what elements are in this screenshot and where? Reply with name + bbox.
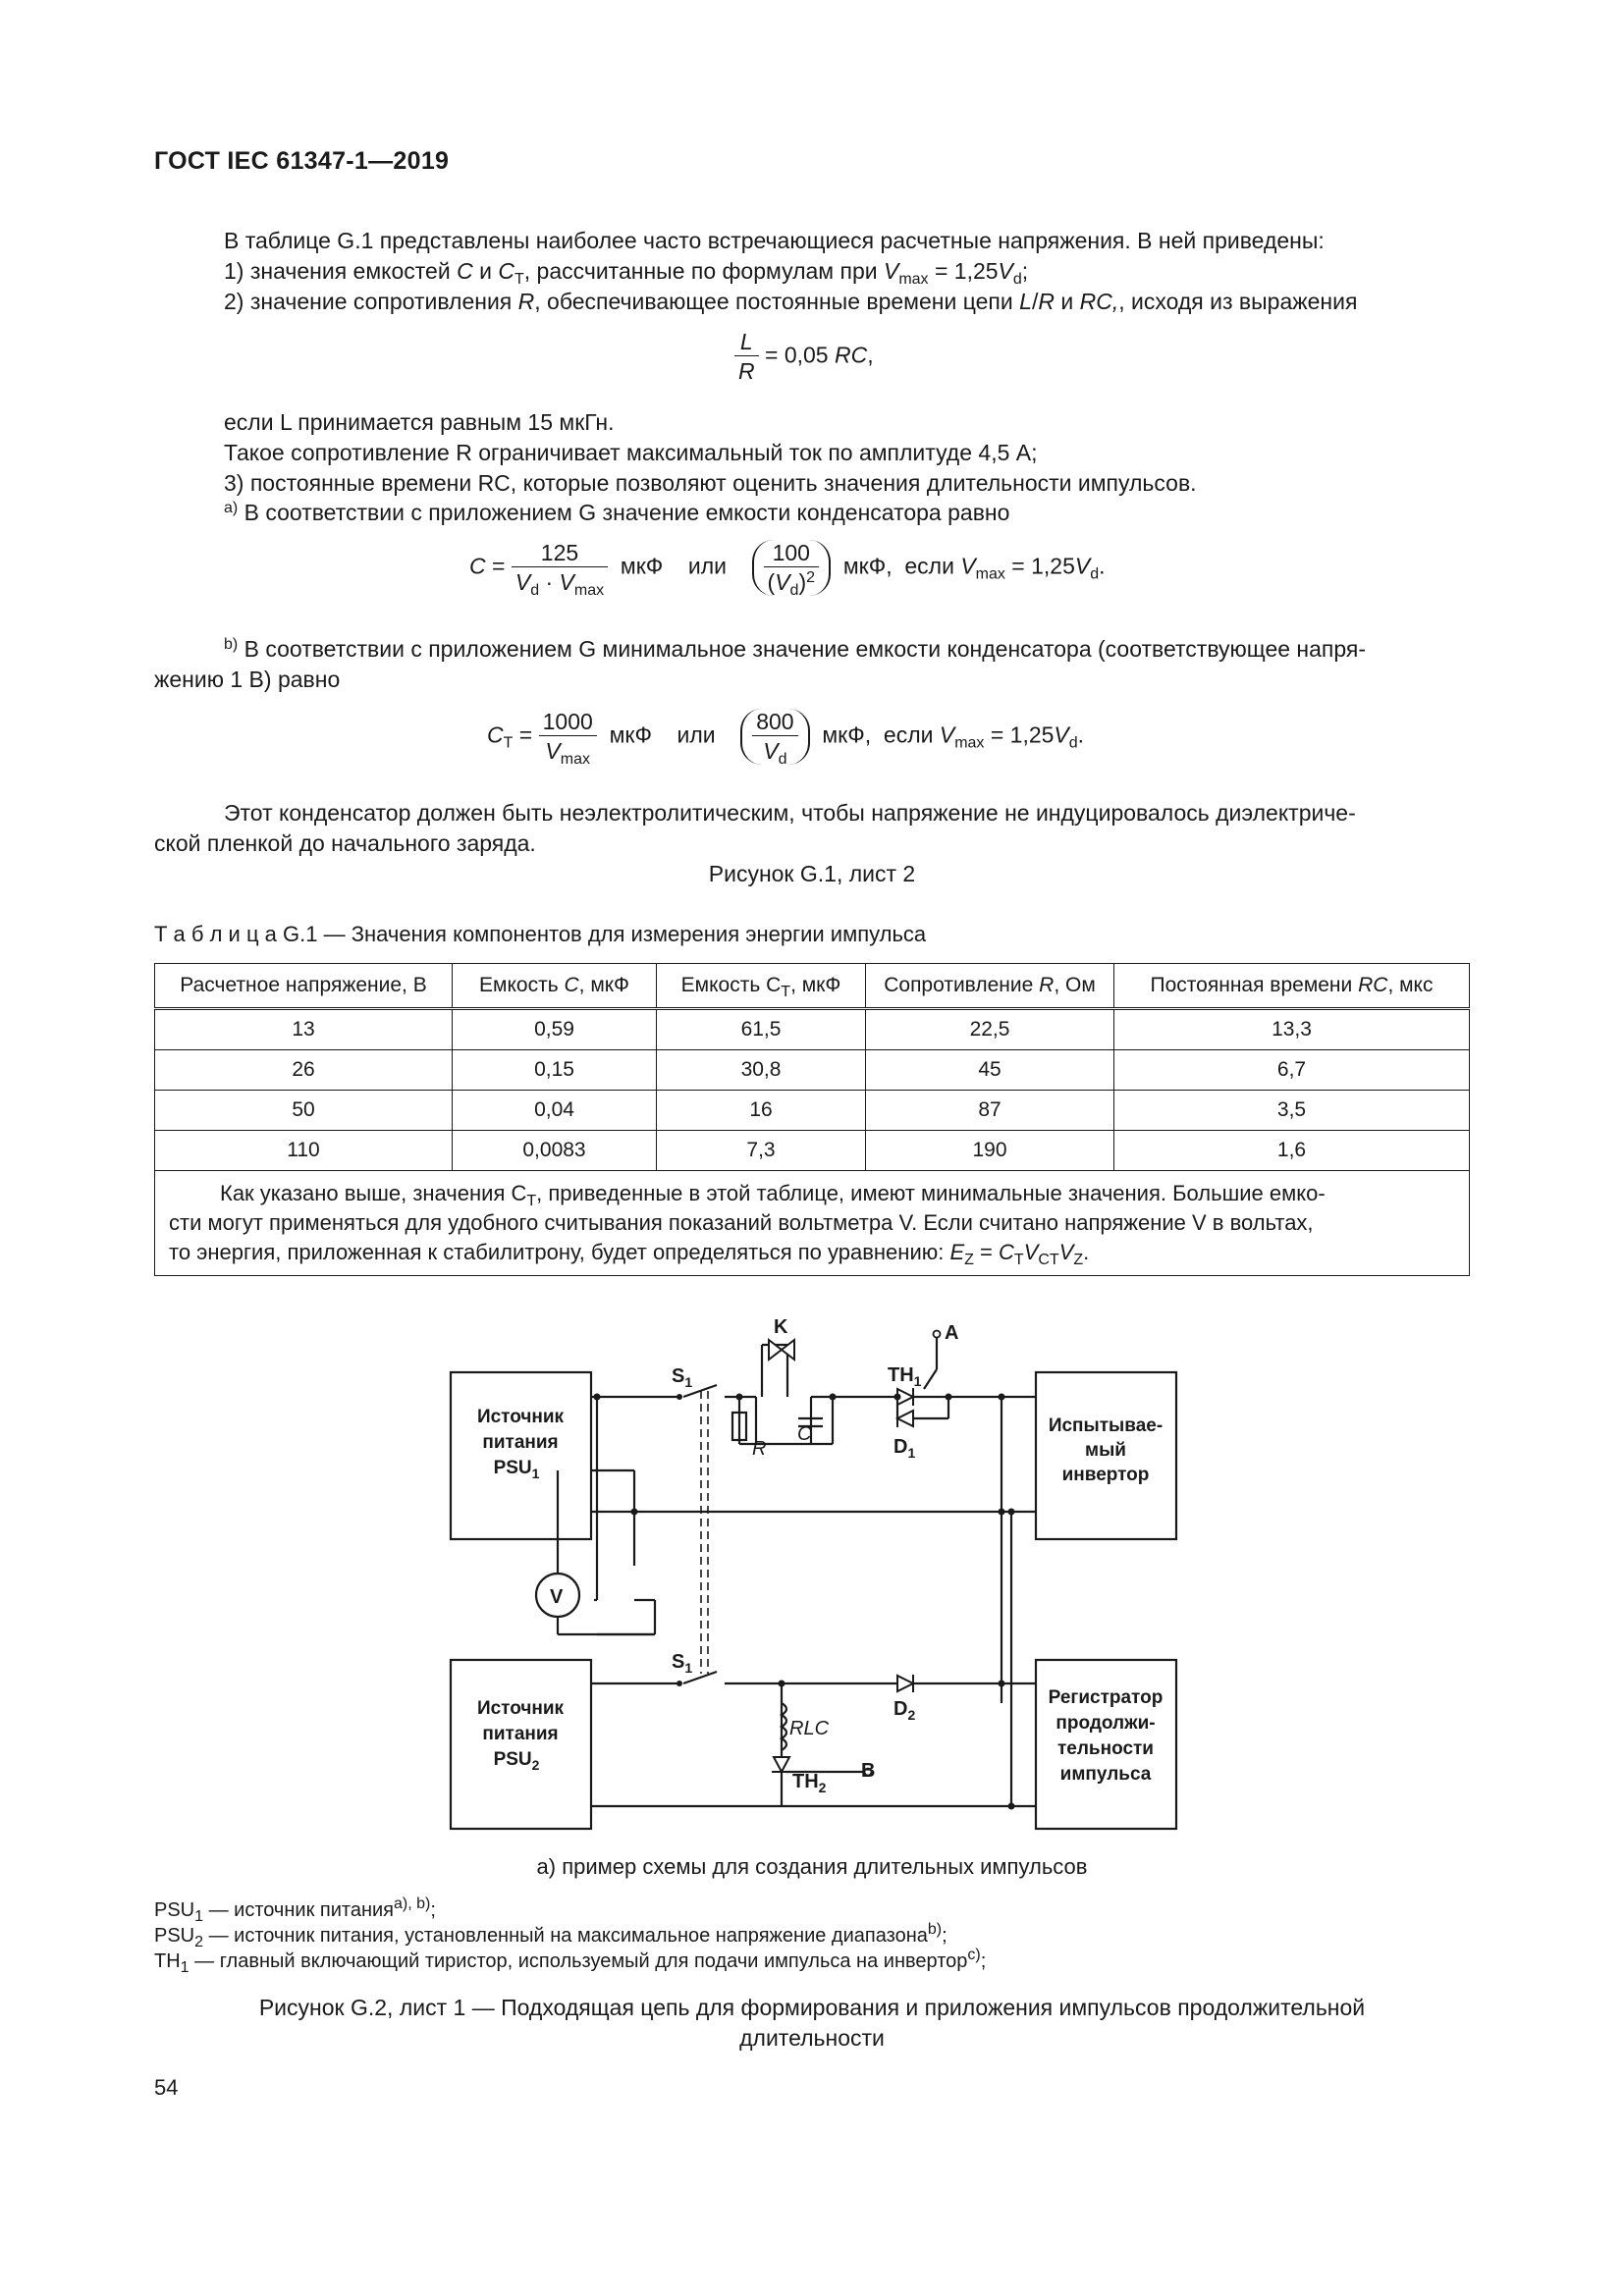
formula-c: C = $\frac{125}{V_d \cdot V_{max}}$ мкФ или $\frac{100}{(V_d)^2}$ мкФ, если $V_{max} = 1,25V_d$. (469, 540, 1106, 599)
list-item-2: 2) значение сопротивления R, обеспечивающее постоянные времени цепи L/R и RC,, исходя из выражения (224, 289, 1358, 314)
psu1-box (451, 1372, 591, 1539)
equation-lr: $\frac{L}{R}$ = 0,05 RC, (734, 329, 874, 385)
table-cell: 190 (866, 1131, 1114, 1171)
recorder-label-line3: тельности (1056, 1738, 1155, 1759)
psu1-label-line2: питания (482, 1432, 559, 1453)
table-cell: 13 (155, 1009, 453, 1050)
table-cell: 13,3 (1114, 1009, 1470, 1050)
formula-ct: $C_T$ = $\frac{1000}{V_{max}}$ мкФ или $\frac{800}{V_d}$ мкФ, если $V_{max} = 1,25V_d$. (487, 709, 1085, 768)
terminal-a-label: A (945, 1322, 959, 1344)
table-row (155, 1091, 1470, 1131)
inverter-label-line2: мый (1085, 1440, 1126, 1461)
paragraph-capacitor: Этот конденсатор должен быть неэлектролитическим, чтобы напряжение не индуцировалось диэлектриче- (224, 800, 1356, 826)
table-cell: 87 (866, 1091, 1114, 1131)
table-cell: 7,3 (657, 1131, 866, 1171)
table-cell: 1,6 (1114, 1131, 1470, 1171)
table-cell: 22,5 (866, 1009, 1114, 1050)
psu1-label-line3: $PSU_1$ (493, 1458, 540, 1481)
capacitor-c-label: C (797, 1423, 812, 1445)
recorder-label-line1: Регистратор (1048, 1687, 1164, 1708)
psu2-box (451, 1660, 591, 1829)
switch-s1-bottom-label: $S_1$ (672, 1651, 693, 1676)
table-cell: 3,5 (1114, 1091, 1470, 1131)
intro-paragraph: В таблице G.1 представлены наиболее часто встречающиеся расчетные напряжения. В ней приведены: (224, 228, 1325, 253)
table-cell: 0,04 (453, 1091, 657, 1131)
col-header-resistance: Сопротивление R, Ом (866, 964, 1114, 1009)
terminal-b-label: B (861, 1760, 876, 1782)
paragraph-l-value: если L принимается равным 15 мкГн. (224, 409, 615, 435)
inverter-label-line3: инвертор (1061, 1465, 1150, 1485)
col-header-capacity-c: Емкость C, мкФ (453, 964, 657, 1009)
table-note: Как указано выше, значения $C_T$, приведенные в этой таблице, имеют минимальные значения. Большие емко- сти могут применяться для удобного считывания показаний вольтметра V. Если считано напряжение V в вольтах, то энергия, приложенная к стабилитрону, будет определяться по уравнению: $E_Z = C_TV_{CT}V_Z$. (155, 1171, 1470, 1276)
switch-k-label: K (774, 1316, 788, 1338)
switch-s1-top-label: $S_1$ (672, 1365, 693, 1390)
table-cell: 16 (657, 1091, 866, 1131)
note-a: $^{a)}$ В соответствии с приложением G значение емкости конденсатора равно (224, 500, 1010, 525)
legend-item: $TH_1$ — главный включающий тиристор, используемый для подачи импульса на инвертор$^{c)}$; (154, 1947, 987, 1976)
psu1-label-line1: Источник (476, 1407, 565, 1427)
recorder-label-line4: импульса (1059, 1764, 1152, 1785)
col-header-time: Постоянная времени RC, мкс (1114, 964, 1470, 1009)
table-g1 (154, 963, 1470, 1276)
col-header-voltage: Расчетное напряжение, В (155, 964, 453, 1009)
table-cell: 0,15 (453, 1050, 657, 1091)
voltmeter-label: V (550, 1586, 564, 1608)
table-row (155, 1131, 1470, 1171)
col-header-capacity-ct: Емкость $C_T$, мкФ (657, 964, 866, 1009)
paragraph-capacitor-cont: ской пленкой до начального заряда. (154, 830, 536, 856)
table-cell: 61,5 (657, 1009, 866, 1050)
list-item-3: 3) постоянные времени RC, которые позволяют оценить значения длительности импульсов. (224, 470, 1197, 496)
d2-label: $D_2$ (893, 1698, 916, 1723)
psu2-label-line3: $PSU_2$ (493, 1749, 540, 1773)
table-cell: 0,0083 (453, 1131, 657, 1171)
psu2-label-line1: Источник (476, 1698, 565, 1719)
diagram-caption: а) пример схемы для создания длительных импульсов (536, 1854, 1088, 1879)
table-cell: 6,7 (1114, 1050, 1470, 1091)
circuit-diagram (432, 1310, 1198, 1860)
table-cell: 110 (155, 1131, 453, 1171)
legend-item: $PSU_1$ — источник питания$^{a), b)}$; (154, 1896, 436, 1925)
figure-g2-caption: Рисунок G.2, лист 1 — Подходящая цепь для формирования и приложения импульсов продолжительной длительности (258, 1995, 1366, 2051)
d1-label: $D_1$ (893, 1436, 916, 1461)
note-b-cont: жению 1 В) равно (154, 667, 341, 692)
inverter-label-line1: Испытывае- (1048, 1415, 1164, 1436)
note-b: $^{b)}$ В соответствии с приложением G минимальное значение емкости конденсатора (соответствующее напря- (224, 636, 1367, 662)
table-cell: 45 (866, 1050, 1114, 1091)
table-cell: 0,59 (453, 1009, 657, 1050)
page-number: 54 (154, 2075, 179, 2100)
table-cell: 26 (155, 1050, 453, 1091)
list-item-1: 1) значения емкостей C и $C_T$, рассчитанные по формулам при $V_{max} = 1,25V_d$; (224, 258, 1029, 288)
legend (154, 1897, 986, 1974)
resistor-r-label: R (752, 1438, 767, 1460)
table-title: Т а б л и ц а G.1 — Значения компонентов для измерения энергии импульса (154, 922, 927, 946)
table-row (155, 1050, 1470, 1091)
th2-label: $TH_2$ (792, 1771, 827, 1795)
th1-label: $TH_1$ (888, 1364, 922, 1389)
table-header-row (155, 964, 1470, 1009)
legend-item: $PSU_2$ — источник питания, установленный на максимальное напряжение диапазона$^{b)}$; (154, 1921, 947, 1950)
table-note-row (155, 1171, 1470, 1276)
recorder-label-line2: продолжи- (1056, 1713, 1156, 1734)
table-row (155, 1009, 1470, 1050)
document-header: ГОСТ IEC 61347-1—2019 (154, 147, 450, 175)
figure-g1-caption: Рисунок G.1, лист 2 (708, 861, 916, 886)
table-cell: 30,8 (657, 1050, 866, 1091)
rlc-label: RLC (789, 1718, 830, 1739)
table-cell: 50 (155, 1091, 453, 1131)
psu2-label-line2: питания (482, 1724, 559, 1744)
paragraph-r-limit: Такое сопротивление R ограничивает максимальный ток по амплитуде 4,5 А; (224, 440, 1038, 465)
